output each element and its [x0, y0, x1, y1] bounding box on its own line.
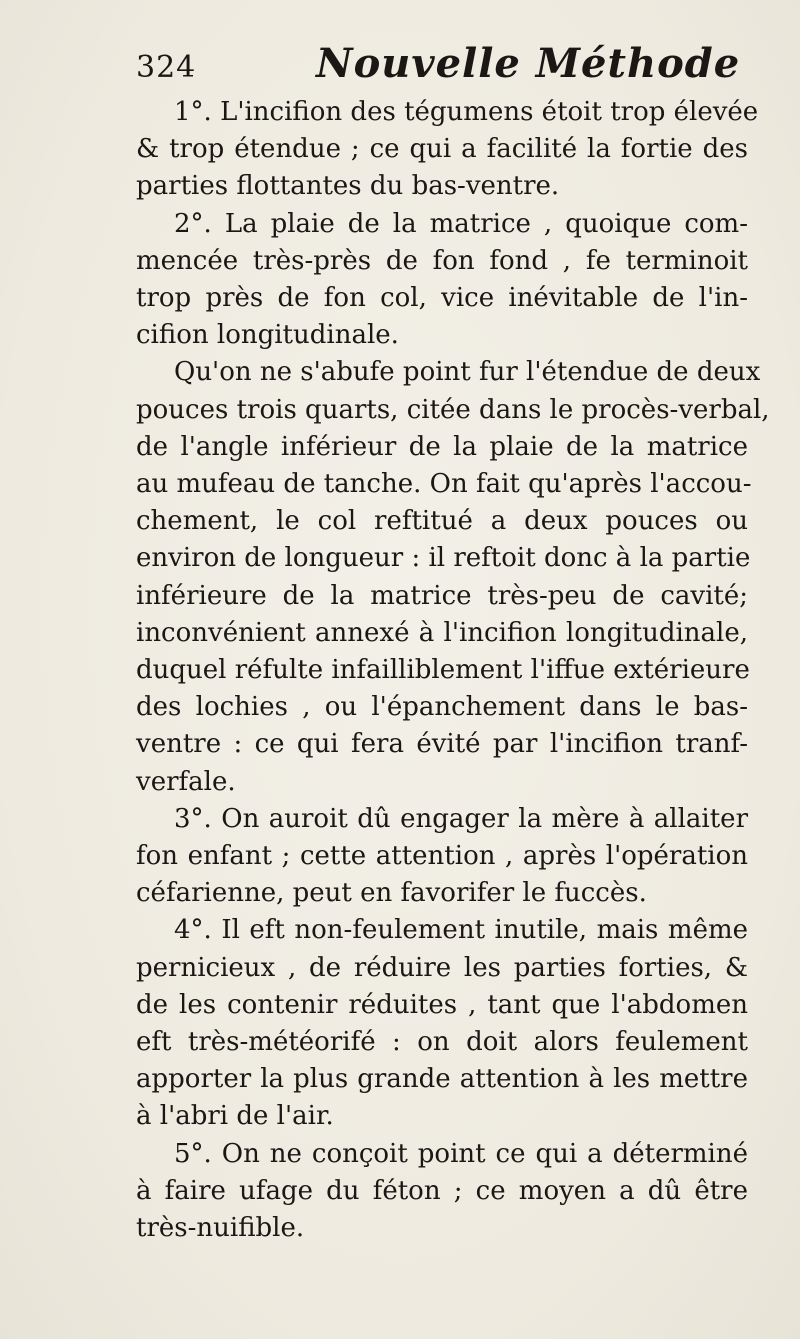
text-line: des lochies , ou l'épanchement dans le bas- — [136, 692, 748, 723]
text-line: de l'angle inférieur de la plaie de la matrice — [136, 431, 748, 462]
text-line: mencée très-près de fon fond , fe terminoit — [136, 245, 748, 276]
text-line: inconvénient annexé à l'incifion longitudinale, — [136, 617, 748, 648]
text-line: à l'abri de l'air. — [136, 1101, 334, 1132]
text-line: fon enfant ; cette attention , après l'opération — [136, 841, 748, 871]
text-line: ventre : ce qui fera évité par l'incifion tranf- — [136, 729, 748, 760]
running-title: Nouvelle Méthode — [316, 40, 741, 87]
text-line: 5°. On ne conçoit point ce qui a déterminé — [174, 1138, 748, 1169]
text-line: pouces trois quarts, citée dans le procès-verbal, — [136, 394, 770, 425]
text-line: duquel réfulte infailliblement l'iffue extérieure — [136, 655, 750, 685]
text-line: 4°. Il eft non-feulement inutile, mais même — [174, 915, 748, 946]
text-line: 1°. L'incifion des tégumens étoit trop élevée — [174, 97, 759, 127]
text-line: céfarienne, peut en favorifer le fuccès. — [136, 878, 647, 909]
text-line: eft très-météorifé : on doit alors feulement — [136, 1027, 748, 1057]
text-line: 2°. La plaie de la matrice , quoique com- — [174, 208, 748, 239]
text-line: à faire ufage du féton ; ce moyen a dû être — [136, 1175, 748, 1206]
page-number: 324 — [136, 50, 197, 85]
text-line: trop près de fon col, vice inévitable de l'in- — [136, 283, 748, 313]
page-header — [136, 40, 756, 90]
text-line: inférieure de la matrice très-peu de cavité; — [136, 580, 748, 611]
text-line: chement, le col reftitué a deux pouces ou — [136, 506, 748, 537]
text-line: & trop étendue ; ce qui a facilité la fortie des — [136, 134, 748, 165]
text-line: au mufeau de tanche. On fait qu'après l'accou- — [136, 469, 752, 499]
text-line: verfale. — [136, 766, 236, 797]
text-line: Qu'on ne s'abufe point fur l'étendue de deux — [174, 357, 761, 388]
text-line: environ de longueur : il reftoit donc à la partie — [136, 543, 751, 574]
text-line: parties flottantes du bas-ventre. — [136, 171, 560, 202]
text-line: très-nuifible. — [136, 1213, 305, 1243]
text-line: de les contenir réduites , tant que l'abdomen — [136, 989, 748, 1020]
text-line: cifion longitudinale. — [136, 320, 399, 351]
text-line: 3°. On auroit dû engager la mère à allaiter — [174, 803, 748, 834]
text-line: pernicieux , de réduire les parties forties, & — [136, 952, 748, 983]
text-line: apporter la plus grande attention à les mettre — [136, 1064, 748, 1095]
